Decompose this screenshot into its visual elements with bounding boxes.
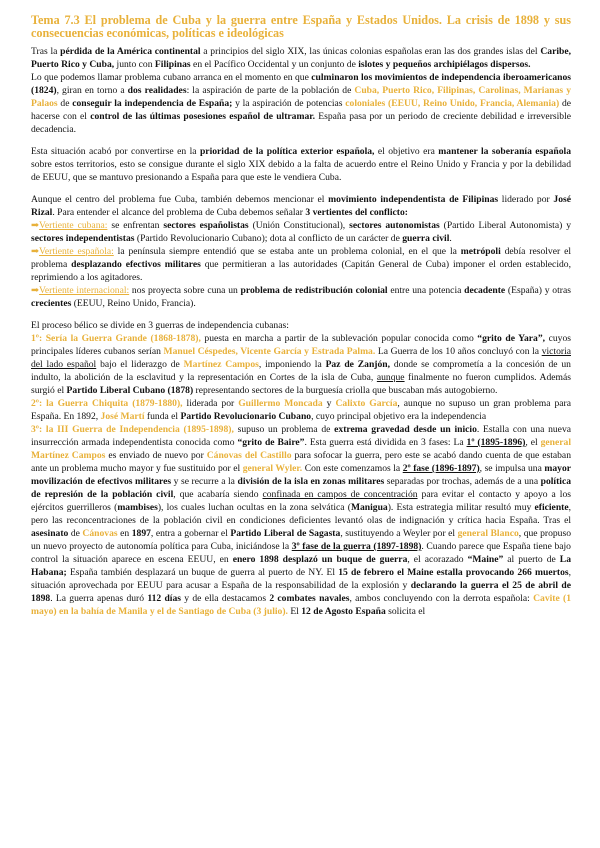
paragraph-wars-intro: El proceso bélico se divide en 3 guerras de independencia cubanas:: [31, 319, 289, 331]
vertiente-internacional: ➡Vertiente internacional: nos proyecta sobre cuna un problema de redistribución colonial entre una potencia decadente (España) y otras crecientes (EEUU, Reino Unido, Francia).: [31, 284, 571, 309]
document-title: Tema 7.3 El problema de Cuba y la guerra entre España y Estados Unidos. La crisis de 1898 y sus consecuencias económicas, políticas e ideológicas: [31, 13, 571, 41]
paragraph-foreign-policy: Esta situación acabó por convertirse en la prioridad de la política exterior española, el objetivo era mantener la soberanía española sobre estos territorios, esto se consigue durante el siglo XIX debido a la falta de acuerdo entre el Reino Unido y Francia y por la debilidad de EEUU, que se mantuvo presionando a España para que este le vendiera Cuba.: [31, 145, 572, 183]
paragraph-cuban-problem: Lo que podemos llamar problema cubano arranca en el momento en que culminaron los movimientos de independencia iberoamericanos (1824), giran en torno a dos realidades: la aspiración de parte de la población de Cuba, Puerto Rico, Filipinas, Carolinas, Marianas y Palaos de conseguir la independencia de España; y la aspiración de potencias coloniales (EEUU, Reino Unido, Francia, Alemania) de hacerse con el control de las últimas posesiones español de ultramar. España pasa por un periodo de creciente debilidad e irreversible decadencia.: [31, 71, 572, 135]
tercera-guerra: 3º: la III Guerra de Independencia (1895-1898), supuso un problema de extrema gravedad desde un inicio. Estalla con una nueva insurrección armada independentista conocida como “grito de Baire”. Esta guerra está dividida en 3 fases: La 1º (1895-1896), el general Martínez Campos es enviado de nuevo por Cánovas del Castillo para sofocar la guerra, pero este se acabó dando cuenta de que estaban ante un problema mucho mayor y fue sustituido por el general Wyler. Con este comenzamos la 2º fase (1896-1897), se impulsa una mayor movilización de efectivos militares y se recurre a la división de la isla en zonas militares separadas por trochas, además de a una política de represión de la población civil, que acabaría siendo confinada en campos de concentración para evitar el contacto y apoyo a los ejércitos guerrilleros (mambises), los cuales luchan ocultas en la zona selvática (Manigua). Esta estrategia militar resultó muy eficiente, pero las reconcentraciones de la población civil en condiciones deficientes levantó olas de indignación y crítica hacia España. Tras el asesinato de Cánovas en 1897, entra a gobernar el Partido Liberal de Sagasta, sustituyendo a Weyler por el general Blanco, que propuso un nuevo proyecto de autonomía política para Cuba, iniciándose la 3º fase de la guerra (1897-1898). Cuando parece que España tiene bajo control la situación aparece en escena EEUU, en enero 1898 desplazó un buque de guerra, el acorazado “Maine” al puerto de La Habana; España también desplazará un buque de guerra al puerto de NY. El 15 de febrero el Maine estalla provocando 266 muertos, situación aprovechada por EEUU para acusar a España de la responsabilidad de la explosión y declarando la guerra el 25 de abril de 1898. La guerra apenas duró 112 días y de ella destacamos 2 combates navales, ambos concluyendo con la derrota española: Cavite (1 mayo) en la bahía de Manila y el de Santiago de Cuba (3 julio). El 12 de Agosto España solicita el: [31, 423, 572, 617]
vertiente-cubana: ➡Vertiente cubana: se enfrentan sectores españolistas (Unión Constitucional), sectores autonomistas (Partido Liberal Autonomista) y sectores independentistas (Partido Revolucionario Cubano); dota al conflicto de un carácter de guerra civil.: [31, 219, 572, 244]
arrow-right-icon: ➡: [31, 284, 40, 296]
vertiente-espanola: ➡Vertiente española: la península siempre entendió que se estaba ante un problema colonial, en el que la metrópoli debía resolver el problema desplazando efectivos militares que permitieran a las autoridades (Capitán General de Cuba) imponer el orden establecido, reprimiendo a los agitadores.: [31, 245, 571, 283]
arrow-right-icon: ➡: [31, 245, 40, 257]
paragraph-philippines: Aunque el centro del problema fue Cuba, también debemos mencionar el movimiento independentista de Filipinas liderado por José Rizal. Para entender el alcance del problema de Cuba debemos señalar 3 vertientes del conflicto:: [31, 193, 572, 218]
guerra-chiquita: 2º: la Guerra Chiquita (1879-1880), liderada por Guillermo Moncada y Calixto García, aunque no supuso un gran problema para España. En 1892, José Martí funda el Partido Revolucionario Cubano, cuyo principal objetivo era la independencia: [31, 397, 572, 422]
guerra-grande: 1º: Sería la Guerra Grande (1868-1878), puesta en marcha a partir de la sublevación popular conocida como “grito de Yara”, cuyos principales líderes cubanos serían Manuel Céspedes, Vicente García y Estrada Palma. La Guerra de los 10 años concluyó con la victoria del lado español bajo el liderazgo de Martínez Campos, imponiendo la Paz de Zanjón, donde se comprometía a la concesión de un indulto, la abolición de la esclavitud y la representación en Cortes de la isla de Cuba, aunque finalmente no fueron cumplidos. Además surgió el Partido Liberal Cubano (1878) representando sectores de la burguesía criolla que buscaban más autogobierno.: [31, 332, 571, 396]
arrow-right-icon: ➡: [31, 219, 40, 231]
paragraph-territories: Tras la pérdida de la América continental a principios del siglo XIX, las únicas colonias españolas eran las dos grandes islas del Caribe, Puerto Rico y Cuba, junto con Filipinas en el Pacífico Occidental y un conjunto de islotes y pequeños archipiélagos dispersos.: [31, 45, 571, 70]
